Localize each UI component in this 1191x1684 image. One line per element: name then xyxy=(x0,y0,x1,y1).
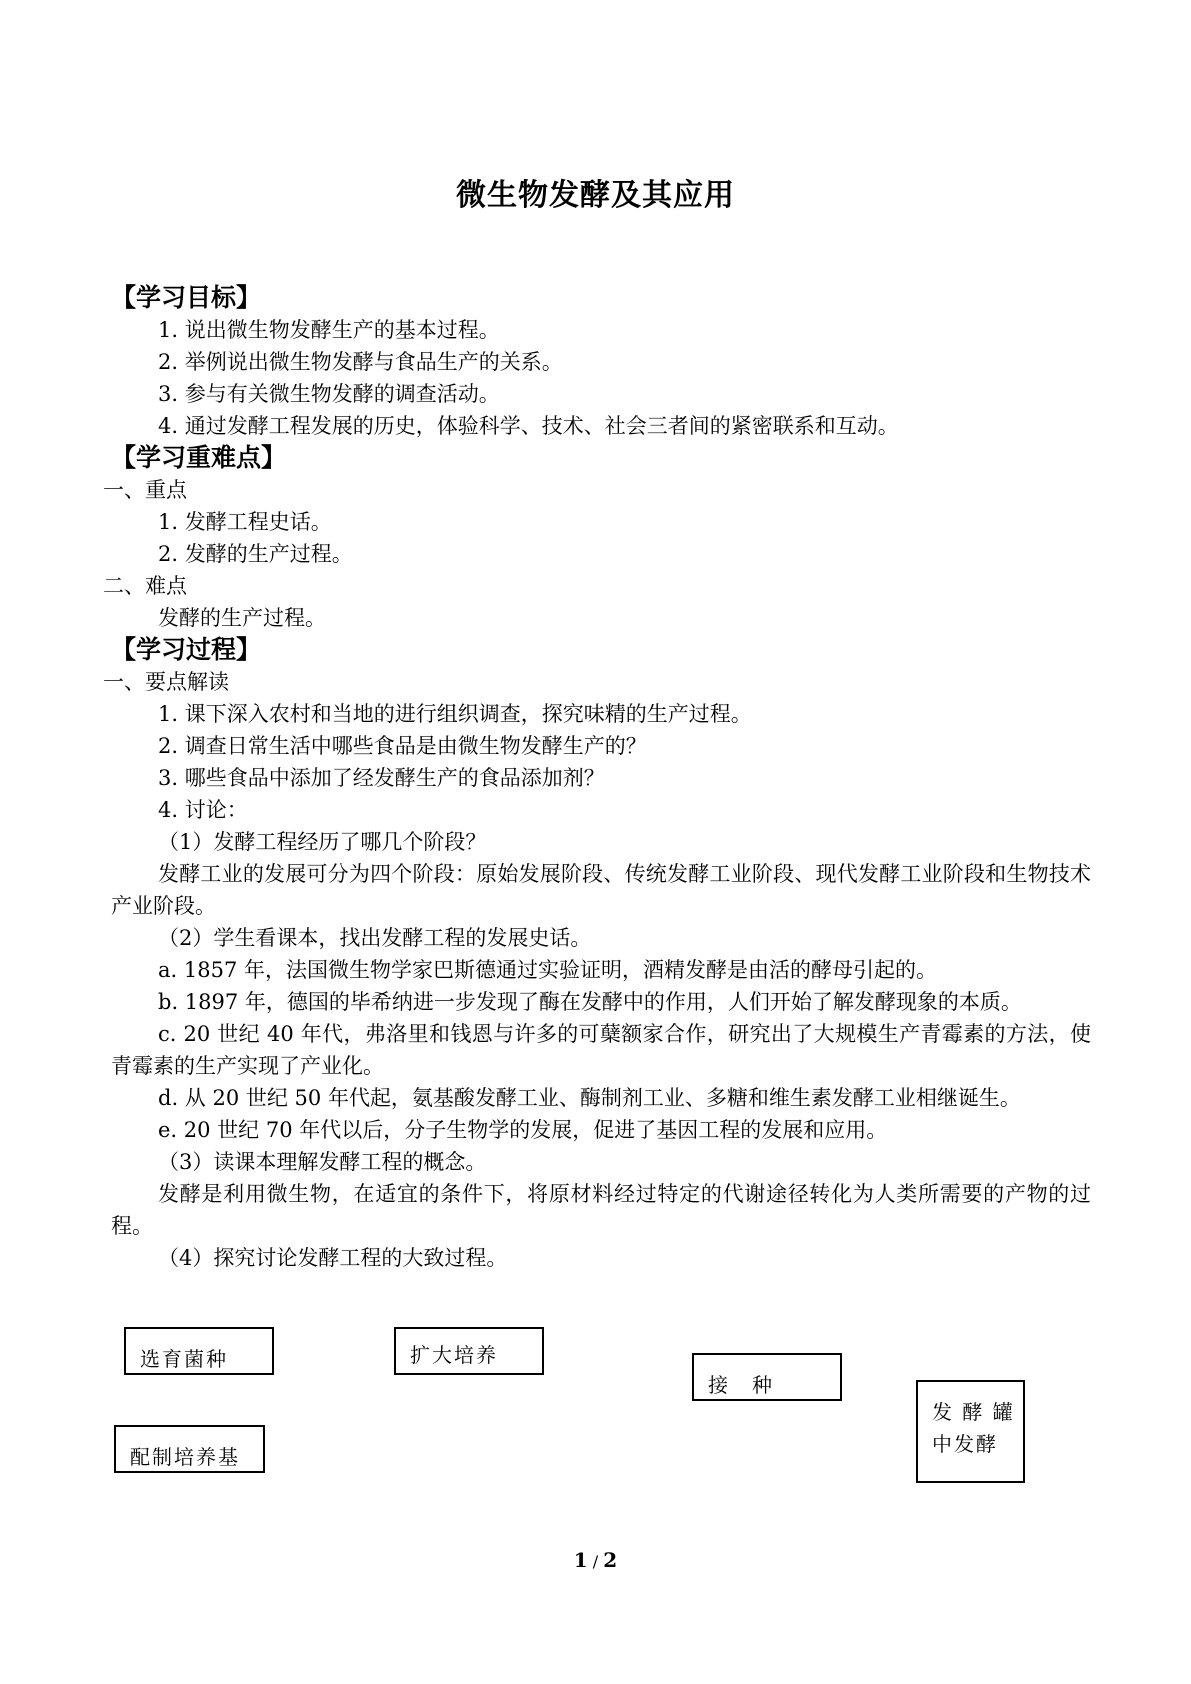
page-title: 微生物发酵及其应用 xyxy=(456,178,735,213)
page-total: 2 xyxy=(603,1548,618,1572)
process-subheading: 一、要点解读 xyxy=(103,670,229,694)
answer-1: 发酵工业的发展可分为四个阶段：原始发展阶段、传统发酵工业阶段、现代发酵工业阶段和生物技术产业阶段。 xyxy=(111,862,1091,918)
flow-box-inoculate xyxy=(692,1353,842,1401)
flow-box-label: 配制培养基 xyxy=(130,1445,240,1469)
flow-box-label: 中发酵 xyxy=(932,1432,998,1456)
page-number xyxy=(0,1548,1191,1572)
page-current: 1 xyxy=(573,1548,588,1572)
question-3: （3）读课本理解发酵工程的概念。 xyxy=(158,1150,487,1174)
difficulty-text: 发酵的生产过程。 xyxy=(158,606,326,630)
process-item: 2. 调查日常生活中哪些食品是由微生物发酵生产的？ xyxy=(158,734,647,758)
process-item: 1. 课下深入农村和当地的进行组织调查，探究味精的生产过程。 xyxy=(158,702,752,726)
history-item: d. 从 20 世纪 50 年代起，氨基酸发酵工业、酶制剂工业、多糖和维生素发酵工业相继诞生。 xyxy=(158,1086,1021,1110)
flow-box-label: 接 种 xyxy=(708,1373,774,1397)
question-1: （1）发酵工程经历了哪几个阶段？ xyxy=(158,830,487,854)
history-item: b. 1897 年，德国的毕希纳进一步发现了酶在发酵中的作用，人们开始了解发酵现象的本质。 xyxy=(158,990,1022,1014)
page-separator: / xyxy=(587,1552,604,1571)
key-points-heading: 【学习重难点】 xyxy=(111,443,287,472)
flow-box-label: 选育菌种 xyxy=(140,1347,228,1371)
flow-box-label: 扩大培养 xyxy=(410,1343,498,1367)
flow-box-select-strain xyxy=(124,1327,274,1375)
history-item: c. 20 世纪 40 年代，弗洛里和钱恩与许多的可蘖额家合作，研究出了大规模生产青霉素的方法，使青霉素的生产实现了产业化。 xyxy=(111,1022,1091,1078)
process-item: 4. 讨论： xyxy=(158,798,248,822)
flow-box-fermenter xyxy=(916,1380,1025,1483)
flow-box-prepare-medium xyxy=(114,1425,265,1473)
history-item: e. 20 世纪 70 年代以后，分子生物学的发展，促进了基因工程的发展和应用。 xyxy=(158,1118,888,1142)
flow-box-label: 发 酵 罐 xyxy=(932,1400,1015,1424)
history-item: a. 1857 年，法国微生物学家巴斯德通过实验证明，酒精发酵是由活的酵母引起的。 xyxy=(158,958,937,982)
answer-3: 发酵是利用微生物，在适宜的条件下，将原材料经过特定的代谢途径转化为人类所需要的产物的过程。 xyxy=(111,1182,1091,1238)
process-item: 3. 哪些食品中添加了经发酵生产的食品添加剂？ xyxy=(158,766,605,790)
objective-item: 3. 参与有关微生物发酵的调查活动。 xyxy=(158,382,500,406)
document-body xyxy=(103,282,1091,1274)
focus-item: 1. 发酵工程史话。 xyxy=(158,510,332,534)
process-heading: 【学习过程】 xyxy=(111,635,262,664)
flow-box-expand-culture xyxy=(394,1327,544,1375)
focus-label: 一、重点 xyxy=(103,478,187,502)
question-2: （2）学生看课本，找出发酵工程的发展史话。 xyxy=(158,926,592,950)
focus-item: 2. 发酵的生产过程。 xyxy=(158,542,353,566)
objectives-heading: 【学习目标】 xyxy=(111,283,262,312)
objective-item: 2. 举例说出微生物发酵与食品生产的关系。 xyxy=(158,350,563,374)
difficulty-label: 二、难点 xyxy=(103,574,187,598)
objective-item: 4. 通过发酵工程发展的历史，体验科学、技术、社会三者间的紧密联系和互动。 xyxy=(158,414,899,438)
objective-item: 1. 说出微生物发酵生产的基本过程。 xyxy=(158,318,500,342)
question-4: （4）探究讨论发酵工程的大致过程。 xyxy=(158,1246,508,1270)
